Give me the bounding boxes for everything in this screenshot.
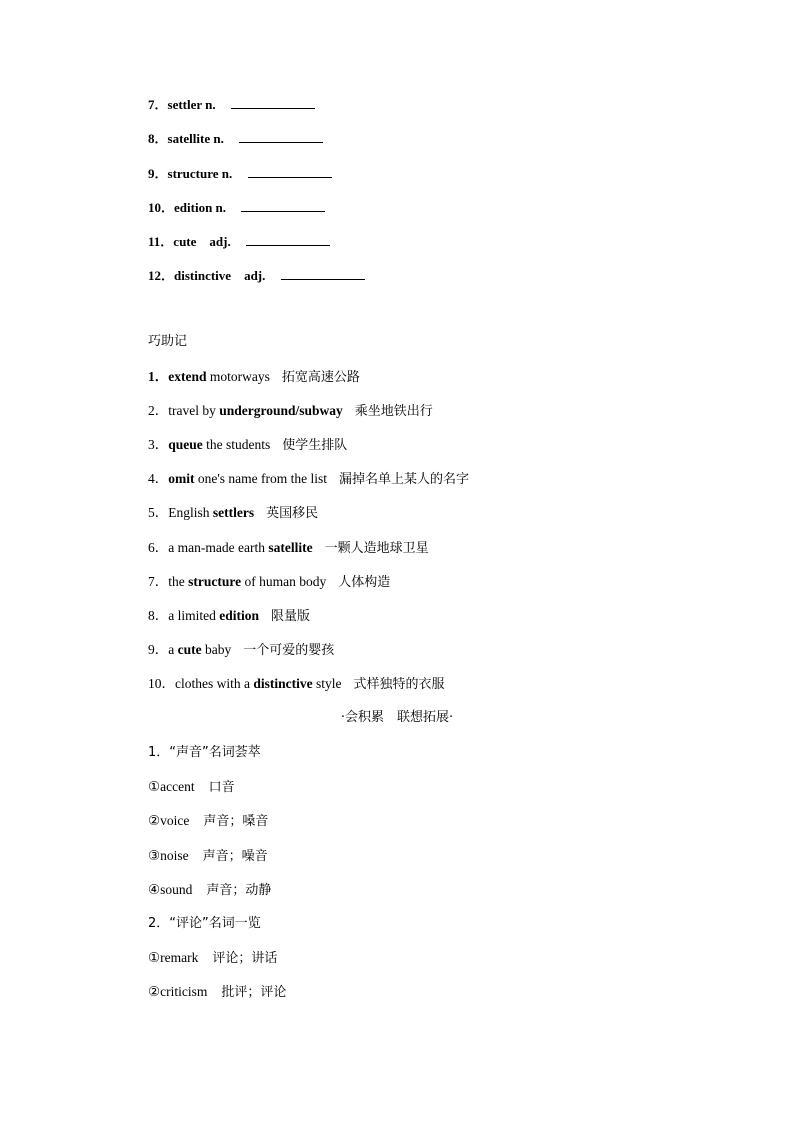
answer-blank[interactable] xyxy=(239,130,323,143)
phrase-number: 10． xyxy=(148,676,175,691)
phrase-keyword: settlers xyxy=(212,505,255,520)
phrase-translation: 英国移民 xyxy=(266,506,319,521)
item-translation: 声音；嗓音 xyxy=(203,814,269,829)
phrase-keyword: cute xyxy=(177,642,202,657)
phrase-pre: English xyxy=(168,505,213,520)
phrase-number: 2． xyxy=(148,403,169,418)
item-mark: ② xyxy=(148,984,161,999)
item-english: criticism xyxy=(160,984,208,999)
phrase-keyword: edition xyxy=(219,608,260,623)
phrase-item xyxy=(148,607,310,626)
phrase-item xyxy=(148,641,334,660)
phrase-keyword: satellite xyxy=(268,540,313,555)
phrase-keyword: omit xyxy=(168,471,195,486)
vocab-word: cute adj. xyxy=(173,234,231,249)
phrase-number: 1． xyxy=(148,369,169,384)
phrase-keyword: structure xyxy=(188,574,242,589)
vocab-item xyxy=(148,130,323,148)
group-item xyxy=(148,983,286,1002)
vocab-word: structure n. xyxy=(167,166,233,181)
answer-blank[interactable] xyxy=(241,199,325,212)
phrase-pre: the xyxy=(168,574,189,589)
vocab-item xyxy=(148,199,325,217)
phrase-number: 8． xyxy=(148,608,169,623)
item-translation: 批评；评论 xyxy=(221,985,287,1000)
item-mark: ④ xyxy=(148,882,161,897)
vocab-item xyxy=(148,267,365,285)
phrase-item xyxy=(148,436,347,455)
item-translation: 评论；讲话 xyxy=(212,951,278,966)
group-item xyxy=(148,812,268,831)
phrase-translation: 式样独特的衣服 xyxy=(353,677,445,692)
vocab-number: 7． xyxy=(148,97,168,112)
phrase-pre: a man-made earth xyxy=(168,540,269,555)
phrase-post: one's name from the list xyxy=(194,471,328,486)
phrase-translation: 一个可爱的婴孩 xyxy=(243,643,335,658)
phrase-item xyxy=(148,504,318,523)
phrase-keyword: extend xyxy=(168,369,207,384)
item-english: noise xyxy=(160,848,189,863)
phrase-post: of human body xyxy=(241,574,327,589)
phrase-item xyxy=(148,402,433,421)
phrase-number: 3． xyxy=(148,437,169,452)
phrase-pre: a xyxy=(168,642,178,657)
phrase-translation: 限量版 xyxy=(271,609,311,624)
phrase-keyword: underground/subway xyxy=(219,403,343,418)
answer-blank[interactable] xyxy=(246,233,330,246)
vocab-number: 11． xyxy=(148,234,174,249)
answer-blank[interactable] xyxy=(248,165,332,178)
phrase-number: 5． xyxy=(148,505,169,520)
item-english: sound xyxy=(160,882,193,897)
vocab-number: 10． xyxy=(148,200,175,215)
phrase-post: style xyxy=(312,676,342,691)
phrase-number: 6． xyxy=(148,540,169,555)
phrase-item xyxy=(148,573,390,592)
vocab-word: distinctive adj. xyxy=(174,268,266,283)
phrase-item xyxy=(148,675,445,694)
phrase-translation: 一颗人造地球卫星 xyxy=(324,541,429,556)
vocab-word: settler n. xyxy=(167,97,216,112)
phrase-post: baby xyxy=(201,642,232,657)
vocab-item xyxy=(148,96,315,114)
vocab-word: satellite n. xyxy=(167,131,224,146)
item-translation: 声音；动静 xyxy=(206,883,272,898)
section-title: ·会积累 联想拓展· xyxy=(340,710,454,725)
phrase-keyword: distinctive xyxy=(253,676,313,691)
vocab-number: 8． xyxy=(148,131,168,146)
vocab-number: 9． xyxy=(148,166,168,181)
item-mark: ③ xyxy=(148,848,161,863)
phrase-translation: 乘坐地铁出行 xyxy=(354,404,433,419)
group-item xyxy=(148,881,271,900)
phrase-pre: a limited xyxy=(168,608,220,623)
phrase-number: 7． xyxy=(148,574,169,589)
vocab-item xyxy=(148,165,332,183)
phrase-number: 9． xyxy=(148,642,169,657)
group-heading: 1．“声音”名词荟萃 xyxy=(148,745,261,760)
group-item xyxy=(148,949,277,968)
phrase-translation: 使学生排队 xyxy=(282,438,348,453)
group-item xyxy=(148,847,268,866)
phrase-pre: clothes with a xyxy=(175,676,254,691)
phrase-number: 4． xyxy=(148,471,169,486)
item-translation: 口音 xyxy=(208,780,235,795)
vocab-item xyxy=(148,233,330,251)
phrase-item xyxy=(148,539,429,558)
phrase-item xyxy=(148,368,360,387)
item-mark: ① xyxy=(148,779,161,794)
answer-blank[interactable] xyxy=(281,267,365,280)
phrase-translation: 拓宽高速公路 xyxy=(281,370,360,385)
group-item xyxy=(148,778,235,797)
item-mark: ① xyxy=(148,950,161,965)
answer-blank[interactable] xyxy=(231,96,315,109)
item-english: remark xyxy=(160,950,199,965)
phrase-post: the students xyxy=(202,437,271,452)
phrase-pre: travel by xyxy=(168,403,220,418)
item-english: accent xyxy=(160,779,195,794)
vocab-word: edition n. xyxy=(174,200,227,215)
phrase-keyword: queue xyxy=(168,437,203,452)
item-translation: 声音；噪音 xyxy=(202,849,268,864)
vocab-number: 12． xyxy=(148,268,175,283)
group-heading: 2．“评论”名词一览 xyxy=(148,916,261,931)
item-english: voice xyxy=(160,813,190,828)
phrase-translation: 人体构造 xyxy=(338,575,391,590)
memory-heading: 巧助记 xyxy=(148,334,188,349)
phrase-translation: 漏掉名单上某人的名字 xyxy=(339,472,470,487)
phrase-post: motorways xyxy=(206,369,270,384)
phrase-item xyxy=(148,470,469,489)
item-mark: ② xyxy=(148,813,161,828)
